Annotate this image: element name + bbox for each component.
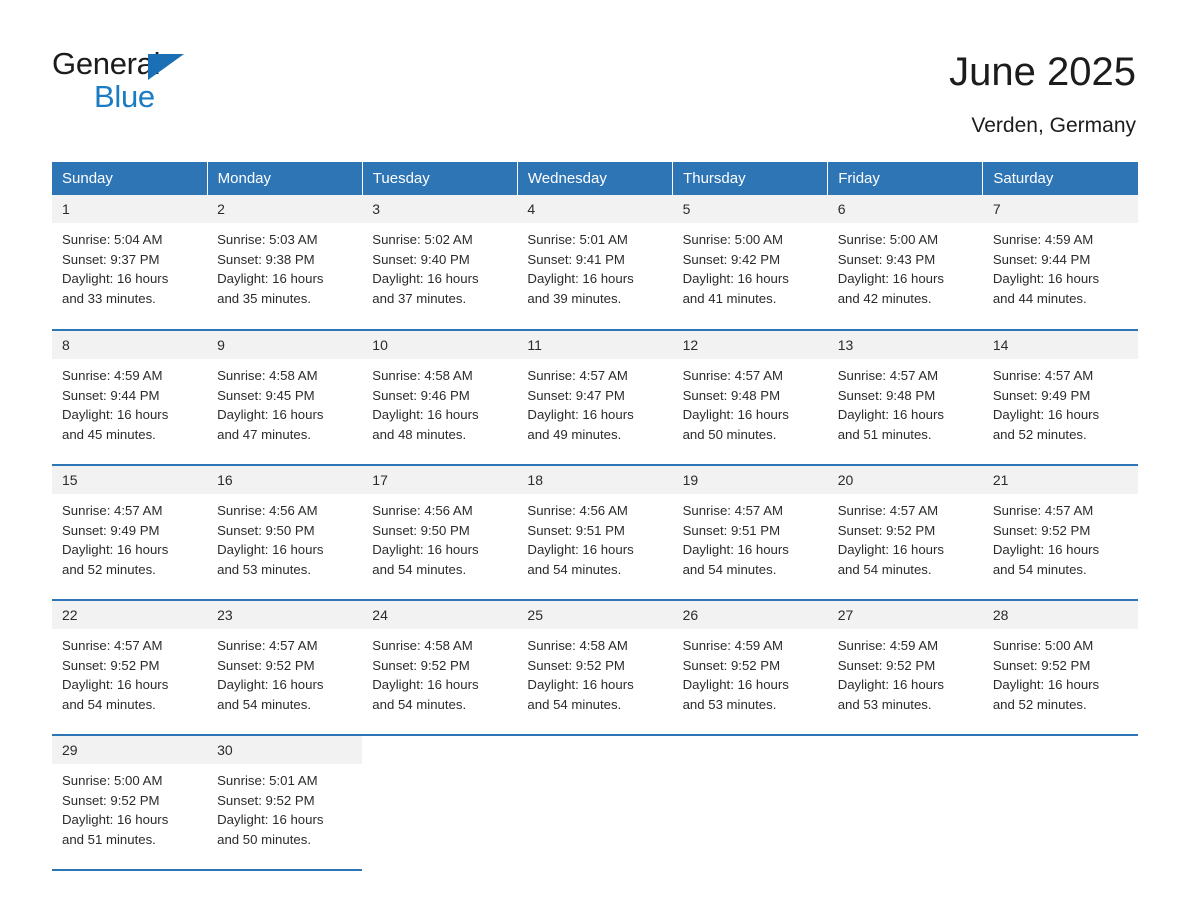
daylight-text-line2: and 52 minutes. [992, 426, 1087, 442]
sunset-text: Sunset: 9:46 PM [372, 387, 470, 403]
sunset-text: Sunset: 9:49 PM [992, 387, 1091, 403]
daylight-text-line2: and 53 minutes. [217, 561, 311, 577]
day-cell[interactable] [517, 195, 672, 330]
calendar-week-row [52, 195, 1138, 330]
day-details [828, 494, 983, 579]
daylight-text-line2: and 54 minutes. [62, 696, 156, 712]
daylight-text-line2: and 42 minutes. [837, 290, 932, 306]
day-details [517, 494, 672, 579]
day-cell[interactable] [828, 465, 983, 600]
sunset-text: Sunset: 9:47 PM [527, 387, 625, 403]
sunset-text: Sunset: 9:52 PM [992, 657, 1091, 673]
sunset-text: Sunset: 9:48 PM [837, 387, 936, 403]
daylight-text-line1: Daylight: 16 hours [372, 271, 479, 287]
sunrise-text: Sunrise: 5:03 AM [217, 232, 318, 247]
sunset-text: Sunset: 9:52 PM [62, 657, 160, 673]
daylight-text-line2: and 54 minutes. [217, 696, 311, 712]
day-details [673, 494, 828, 579]
daylight-text-line2: and 54 minutes. [527, 561, 622, 577]
weekday-header-wednesday: Wednesday [517, 162, 672, 195]
daylight-text-line1: Daylight: 16 hours [62, 407, 169, 423]
day-cell[interactable] [673, 600, 828, 735]
day-details [207, 359, 362, 444]
day-number: 18 [517, 466, 672, 494]
daylight-text-line2: and 50 minutes. [682, 426, 777, 442]
day-number: 9 [207, 331, 362, 359]
page-title: June 2025 [949, 50, 1136, 94]
sunrise-text: Sunrise: 4:58 AM [217, 368, 318, 383]
daylight-text-line1: Daylight: 16 hours [62, 542, 169, 558]
day-details [673, 359, 828, 444]
brand-name-blue: Blue [94, 79, 155, 114]
daylight-text-line2: and 54 minutes. [992, 561, 1087, 577]
weekday-header-monday: Monday [207, 162, 362, 195]
sunrise-text: Sunrise: 4:56 AM [217, 503, 318, 518]
daylight-text-line1: Daylight: 16 hours [992, 271, 1100, 287]
calendar-week-row [52, 330, 1138, 465]
day-details [673, 223, 828, 308]
day-number: 4 [517, 195, 672, 223]
day-number: 15 [52, 466, 207, 494]
day-cell-empty [362, 735, 517, 870]
title-block [949, 48, 1136, 138]
day-cell[interactable] [983, 465, 1138, 600]
sunrise-text: Sunrise: 4:59 AM [992, 232, 1094, 247]
weekday-header-row [52, 162, 1138, 195]
day-cell[interactable] [207, 330, 362, 465]
day-number: 19 [673, 466, 828, 494]
daylight-text-line1: Daylight: 16 hours [62, 677, 169, 693]
sunset-text: Sunset: 9:52 PM [837, 522, 936, 538]
daylight-text-line1: Daylight: 16 hours [682, 407, 789, 423]
day-cell[interactable] [207, 465, 362, 600]
daylight-text-line2: and 45 minutes. [62, 426, 156, 442]
weekday-header-friday: Friday [828, 162, 983, 195]
day-cell[interactable] [983, 600, 1138, 735]
daylight-text-line2: and 39 minutes. [527, 290, 622, 306]
sunrise-text: Sunrise: 5:01 AM [217, 773, 318, 788]
daylight-text-line2: and 50 minutes. [217, 831, 311, 847]
day-cell-empty [828, 735, 983, 870]
day-cell-empty [517, 735, 672, 870]
daylight-text-line1: Daylight: 16 hours [372, 407, 479, 423]
sunrise-text: Sunrise: 4:57 AM [682, 368, 783, 383]
sunrise-text: Sunrise: 5:00 AM [62, 773, 163, 788]
day-number: 17 [362, 466, 517, 494]
sunrise-text: Sunrise: 4:56 AM [372, 503, 473, 518]
daylight-text-line2: and 44 minutes. [992, 290, 1087, 306]
daylight-text-line2: and 54 minutes. [372, 561, 467, 577]
brand-logo [52, 48, 160, 112]
day-number: 29 [52, 736, 207, 764]
daylight-text-line2: and 54 minutes. [682, 561, 777, 577]
daylight-text-line1: Daylight: 16 hours [992, 542, 1100, 558]
day-number: 22 [52, 601, 207, 629]
sunrise-text: Sunrise: 4:58 AM [372, 368, 473, 383]
sunrise-text: Sunrise: 4:57 AM [837, 503, 939, 518]
day-details [52, 494, 207, 579]
day-details [52, 764, 207, 849]
day-details [517, 223, 672, 308]
daylight-text-line1: Daylight: 16 hours [992, 677, 1100, 693]
sunrise-text: Sunrise: 5:00 AM [992, 638, 1094, 653]
daylight-text-line1: Daylight: 16 hours [527, 677, 634, 693]
day-details [673, 629, 828, 714]
daylight-text-line2: and 54 minutes. [527, 696, 622, 712]
day-cell[interactable] [673, 195, 828, 330]
daylight-text-line2: and 54 minutes. [837, 561, 932, 577]
daylight-text-line1: Daylight: 16 hours [372, 677, 479, 693]
day-number: 5 [673, 195, 828, 223]
day-number: 13 [828, 331, 983, 359]
sunset-text: Sunset: 9:50 PM [217, 522, 315, 538]
daylight-text-line1: Daylight: 16 hours [837, 542, 944, 558]
day-cell[interactable] [52, 600, 207, 735]
calendar-table [52, 162, 1138, 871]
day-details [828, 629, 983, 714]
sunset-text: Sunset: 9:41 PM [527, 251, 625, 267]
daylight-text-line1: Daylight: 16 hours [62, 812, 169, 828]
day-number: 8 [52, 331, 207, 359]
sunset-text: Sunset: 9:52 PM [217, 657, 315, 673]
day-number: 27 [828, 601, 983, 629]
sunset-text: Sunset: 9:52 PM [372, 657, 470, 673]
daylight-text-line2: and 53 minutes. [837, 696, 932, 712]
sunset-text: Sunset: 9:44 PM [992, 251, 1091, 267]
day-details [362, 223, 517, 308]
location-subtitle: Verden, Germany [971, 114, 1136, 137]
daylight-text-line2: and 51 minutes. [837, 426, 932, 442]
weekday-header-saturday: Saturday [983, 162, 1138, 195]
day-cell-empty [673, 735, 828, 870]
day-details [52, 223, 207, 308]
sunset-text: Sunset: 9:40 PM [372, 251, 470, 267]
daylight-text-line2: and 41 minutes. [682, 290, 777, 306]
day-number: 28 [983, 601, 1138, 629]
sunset-text: Sunset: 9:44 PM [62, 387, 160, 403]
day-cell[interactable] [52, 195, 207, 330]
sunset-text: Sunset: 9:52 PM [527, 657, 625, 673]
day-cell[interactable] [362, 600, 517, 735]
sunset-text: Sunset: 9:50 PM [372, 522, 470, 538]
day-details [362, 359, 517, 444]
day-number: 10 [362, 331, 517, 359]
day-details [362, 629, 517, 714]
daylight-text-line1: Daylight: 16 hours [62, 271, 169, 287]
day-details [983, 223, 1138, 308]
day-cell[interactable] [673, 330, 828, 465]
day-cell[interactable] [517, 330, 672, 465]
sunrise-text: Sunrise: 4:59 AM [62, 368, 163, 383]
day-details [983, 629, 1138, 714]
weekday-header-sunday: Sunday [52, 162, 207, 195]
day-cell[interactable] [673, 465, 828, 600]
day-details [517, 629, 672, 714]
day-number: 24 [362, 601, 517, 629]
day-cell[interactable] [207, 195, 362, 330]
daylight-text-line1: Daylight: 16 hours [527, 271, 634, 287]
daylight-text-line1: Daylight: 16 hours [837, 407, 944, 423]
sunrise-text: Sunrise: 4:57 AM [682, 503, 783, 518]
daylight-text-line1: Daylight: 16 hours [682, 271, 789, 287]
sunrise-text: Sunrise: 4:57 AM [62, 638, 163, 653]
sunset-text: Sunset: 9:49 PM [62, 522, 160, 538]
day-cell[interactable] [207, 600, 362, 735]
day-cell[interactable] [828, 195, 983, 330]
daylight-text-line2: and 51 minutes. [62, 831, 156, 847]
sunrise-text: Sunrise: 4:57 AM [527, 368, 628, 383]
day-details [828, 223, 983, 308]
day-cell[interactable] [207, 735, 362, 870]
sunset-text: Sunset: 9:48 PM [682, 387, 781, 403]
day-number: 3 [362, 195, 517, 223]
daylight-text-line1: Daylight: 16 hours [527, 542, 634, 558]
day-number: 23 [207, 601, 362, 629]
daylight-text-line2: and 35 minutes. [217, 290, 311, 306]
daylight-text-line2: and 33 minutes. [62, 290, 156, 306]
daylight-text-line2: and 52 minutes. [992, 696, 1087, 712]
sunrise-text: Sunrise: 4:57 AM [992, 368, 1094, 383]
day-cell[interactable] [983, 195, 1138, 330]
sunset-text: Sunset: 9:52 PM [217, 792, 315, 808]
daylight-text-line1: Daylight: 16 hours [217, 271, 324, 287]
daylight-text-line2: and 52 minutes. [62, 561, 156, 577]
day-details [517, 359, 672, 444]
day-cell[interactable] [828, 600, 983, 735]
day-number: 30 [207, 736, 362, 764]
day-details [52, 629, 207, 714]
day-cell[interactable] [362, 330, 517, 465]
sunrise-text: Sunrise: 4:59 AM [837, 638, 939, 653]
sunset-text: Sunset: 9:52 PM [682, 657, 781, 673]
day-number: 7 [983, 195, 1138, 223]
sunset-text: Sunset: 9:52 PM [837, 657, 936, 673]
sunrise-text: Sunrise: 4:57 AM [217, 638, 318, 653]
sunrise-text: Sunrise: 5:02 AM [372, 232, 473, 247]
day-details [207, 223, 362, 308]
daylight-text-line1: Daylight: 16 hours [527, 407, 634, 423]
triangle-icon [148, 54, 184, 80]
daylight-text-line1: Daylight: 16 hours [992, 407, 1100, 423]
sunset-text: Sunset: 9:45 PM [217, 387, 315, 403]
day-cell-empty [983, 735, 1138, 870]
sunrise-text: Sunrise: 5:01 AM [527, 232, 628, 247]
day-number: 1 [52, 195, 207, 223]
sunset-text: Sunset: 9:51 PM [682, 522, 781, 538]
day-number: 11 [517, 331, 672, 359]
day-cell[interactable] [517, 465, 672, 600]
daylight-text-line2: and 48 minutes. [372, 426, 467, 442]
calendar-week-row [52, 465, 1138, 600]
daylight-text-line1: Daylight: 16 hours [217, 542, 324, 558]
sunrise-text: Sunrise: 4:59 AM [682, 638, 783, 653]
day-details [207, 629, 362, 714]
sunrise-text: Sunrise: 4:57 AM [62, 503, 163, 518]
day-cell[interactable] [362, 195, 517, 330]
daylight-text-line1: Daylight: 16 hours [837, 271, 944, 287]
daylight-text-line1: Daylight: 16 hours [372, 542, 479, 558]
daylight-text-line1: Daylight: 16 hours [837, 677, 944, 693]
day-cell[interactable] [828, 330, 983, 465]
sunset-text: Sunset: 9:52 PM [992, 522, 1091, 538]
day-number: 6 [828, 195, 983, 223]
day-number: 26 [673, 601, 828, 629]
daylight-text-line2: and 49 minutes. [527, 426, 622, 442]
day-number: 25 [517, 601, 672, 629]
sunrise-text: Sunrise: 5:04 AM [62, 232, 163, 247]
day-number: 20 [828, 466, 983, 494]
day-number: 12 [673, 331, 828, 359]
day-number: 14 [983, 331, 1138, 359]
sunset-text: Sunset: 9:52 PM [62, 792, 160, 808]
day-cell[interactable] [983, 330, 1138, 465]
daylight-text-line1: Daylight: 16 hours [682, 542, 789, 558]
sunrise-text: Sunrise: 4:58 AM [372, 638, 473, 653]
day-cell[interactable] [517, 600, 672, 735]
day-details [362, 494, 517, 579]
weekday-header-thursday: Thursday [673, 162, 828, 195]
daylight-text-line1: Daylight: 16 hours [217, 407, 324, 423]
sunset-text: Sunset: 9:43 PM [837, 251, 936, 267]
weekday-header-tuesday: Tuesday [362, 162, 517, 195]
day-details [828, 359, 983, 444]
day-number: 21 [983, 466, 1138, 494]
day-cell[interactable] [52, 330, 207, 465]
daylight-text-line2: and 53 minutes. [682, 696, 777, 712]
day-number: 16 [207, 466, 362, 494]
day-number: 2 [207, 195, 362, 223]
sunset-text: Sunset: 9:38 PM [217, 251, 315, 267]
day-cell[interactable] [52, 465, 207, 600]
daylight-text-line1: Daylight: 16 hours [682, 677, 789, 693]
sunrise-text: Sunrise: 4:57 AM [837, 368, 939, 383]
page-header [0, 0, 1188, 138]
sunrise-text: Sunrise: 4:56 AM [527, 503, 628, 518]
day-details [983, 494, 1138, 579]
day-details [207, 494, 362, 579]
sunset-text: Sunset: 9:37 PM [62, 251, 160, 267]
sunrise-text: Sunrise: 4:58 AM [527, 638, 628, 653]
sunset-text: Sunset: 9:51 PM [527, 522, 625, 538]
brand-name-general: General [52, 46, 161, 81]
daylight-text-line1: Daylight: 16 hours [217, 812, 324, 828]
day-details [207, 764, 362, 849]
daylight-text-line2: and 47 minutes. [217, 426, 311, 442]
sunrise-text: Sunrise: 5:00 AM [682, 232, 783, 247]
day-cell[interactable] [52, 735, 207, 870]
day-cell[interactable] [362, 465, 517, 600]
sunrise-text: Sunrise: 5:00 AM [837, 232, 939, 247]
daylight-text-line1: Daylight: 16 hours [217, 677, 324, 693]
sunrise-text: Sunrise: 4:57 AM [992, 503, 1094, 518]
sunset-text: Sunset: 9:42 PM [682, 251, 781, 267]
calendar-week-row [52, 600, 1138, 735]
calendar-week-row [52, 735, 1138, 870]
day-details [983, 359, 1138, 444]
daylight-text-line2: and 54 minutes. [372, 696, 467, 712]
daylight-text-line2: and 37 minutes. [372, 290, 467, 306]
day-details [52, 359, 207, 444]
